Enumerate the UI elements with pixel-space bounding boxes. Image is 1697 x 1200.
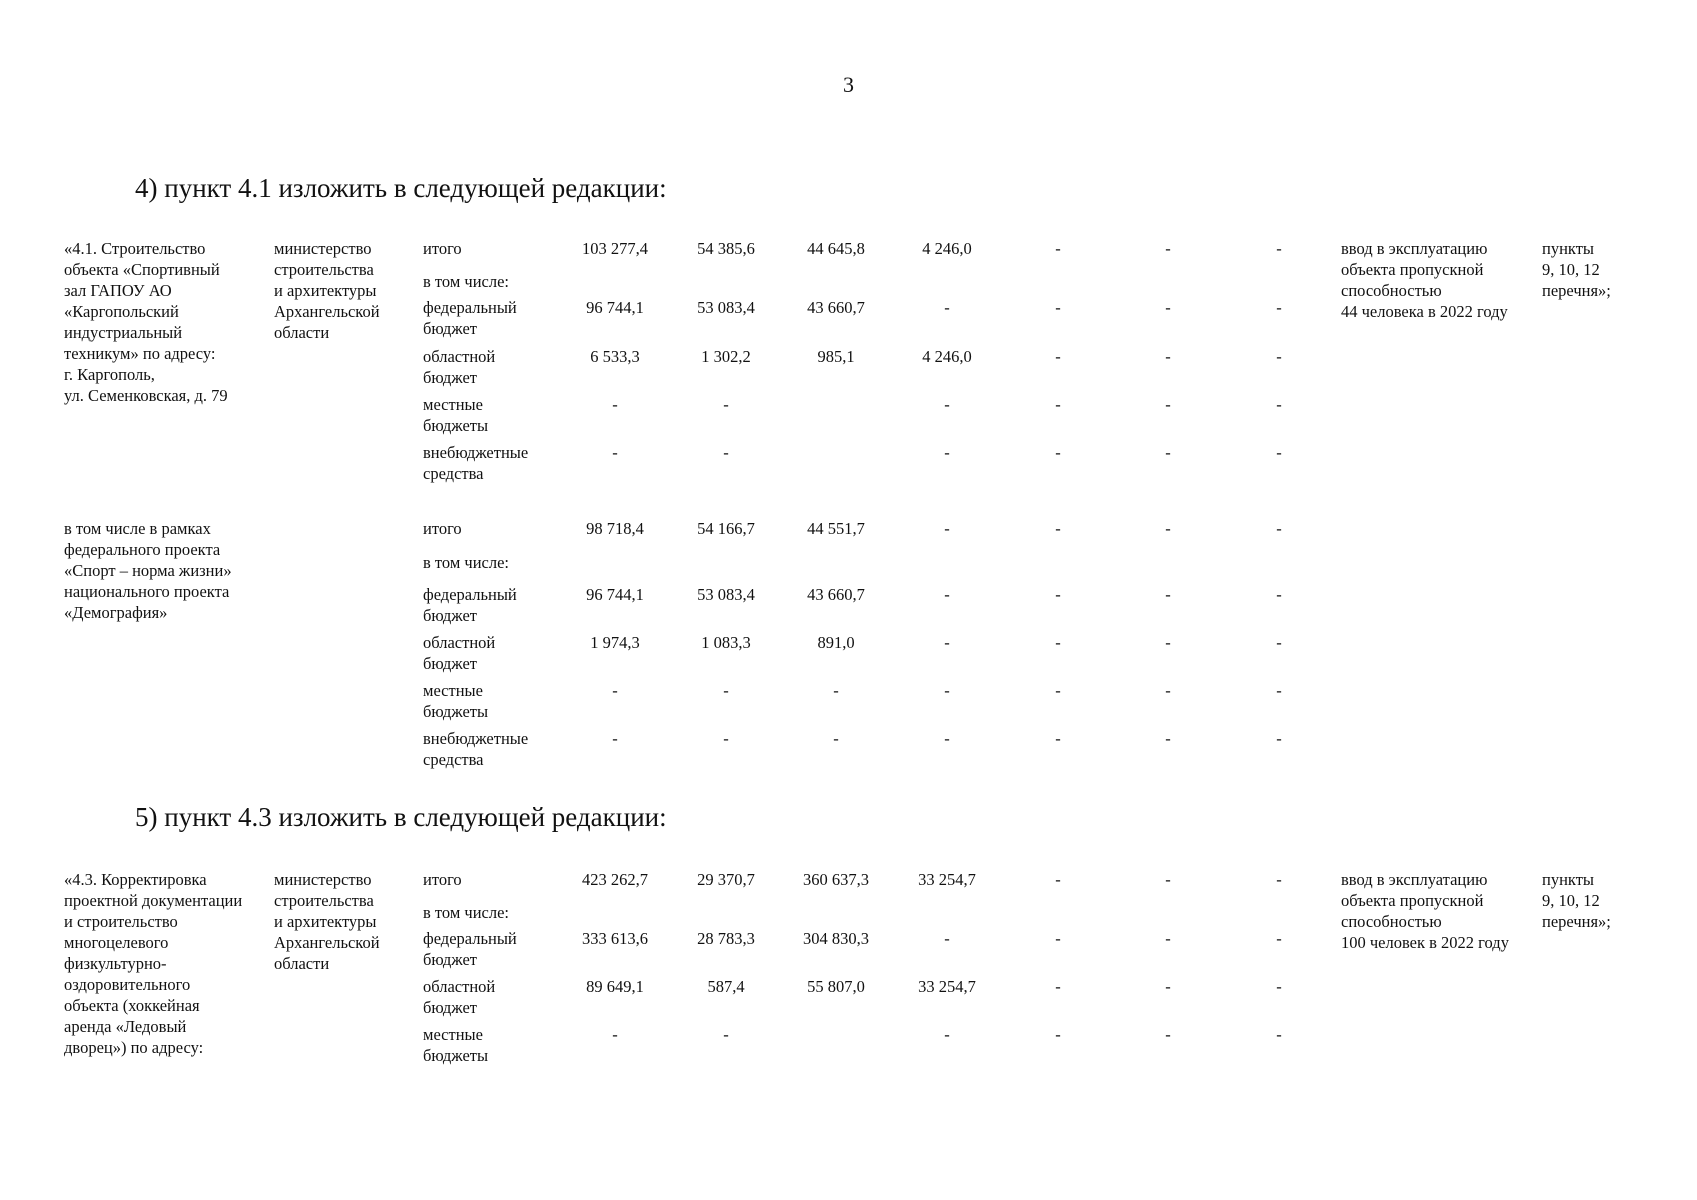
value-cell: - (1055, 929, 1061, 948)
value-cell: - (1165, 870, 1171, 889)
value-cell: - (1165, 977, 1171, 996)
value-cell: 89 649,1 (586, 977, 644, 996)
value-cell: - (833, 681, 839, 700)
row-label: местные бюджеты (423, 1025, 489, 1065)
row-label: итого (423, 239, 462, 258)
value-cell: - (612, 443, 618, 462)
value-cell: 54 385,6 (697, 239, 755, 258)
points-4-3: пункты 9, 10, 12 перечня»; (1542, 870, 1611, 931)
value-cell: 96 744,1 (586, 298, 644, 317)
value-cell: - (1165, 633, 1171, 652)
value-cell: - (944, 681, 950, 700)
row-label: в том числе: (423, 553, 510, 572)
value-cell: - (833, 729, 839, 748)
value-cell: - (1165, 929, 1171, 948)
section-heading-4-3: 5) пункт 4.3 изложить в следующей редакции: (135, 802, 667, 832)
value-cell: - (1055, 347, 1061, 366)
value-cell: - (1055, 681, 1061, 700)
value-cell: 43 660,7 (807, 585, 865, 604)
value-cell: - (1165, 729, 1171, 748)
value-cell: - (944, 298, 950, 317)
value-cell: - (944, 729, 950, 748)
executor-4-1: министерство строительства и архитектуры Архангельской области (274, 239, 380, 342)
value-cell: - (1055, 729, 1061, 748)
value-cell: 6 533,3 (590, 347, 640, 366)
value-cell: - (1055, 395, 1061, 414)
value-cell: - (1165, 681, 1171, 700)
value-cell: 33 254,7 (918, 870, 976, 889)
value-cell: - (723, 395, 729, 414)
value-cell: - (1055, 239, 1061, 258)
value-cell: - (1055, 870, 1061, 889)
value-cell: 53 083,4 (697, 298, 755, 317)
value-cell: - (723, 1025, 729, 1044)
value-cell: 43 660,7 (807, 298, 865, 317)
value-cell: 587,4 (707, 977, 745, 996)
value-cell: - (1276, 870, 1282, 889)
value-cell: - (1276, 633, 1282, 652)
value-cell: 98 718,4 (586, 519, 644, 538)
value-cell: - (1276, 395, 1282, 414)
value-cell: - (944, 395, 950, 414)
object-name-federal-project: в том числе в рамках федерального проекта «Спорт – норма жизни» национального проекта «Демография» (64, 519, 232, 622)
value-cell: - (1165, 347, 1171, 366)
value-cell: - (1276, 443, 1282, 462)
executor-4-3: министерство строительства и архитектуры Архангельской области (274, 870, 380, 973)
value-cell: - (723, 681, 729, 700)
row-label: итого (423, 870, 462, 889)
value-cell: - (1276, 729, 1282, 748)
value-cell: 4 246,0 (922, 347, 972, 366)
value-cell: - (944, 1025, 950, 1044)
value-cell: 333 613,6 (582, 929, 648, 948)
row-label: итого (423, 519, 462, 538)
row-label: федеральный бюджет (423, 585, 517, 625)
value-cell: - (612, 1025, 618, 1044)
value-cell: - (1276, 585, 1282, 604)
value-cell: 96 744,1 (586, 585, 644, 604)
row-label: областной бюджет (423, 347, 496, 387)
value-cell: - (1165, 443, 1171, 462)
value-cell: - (1276, 298, 1282, 317)
value-cell: - (1165, 239, 1171, 258)
value-cell: - (1276, 1025, 1282, 1044)
row-label: местные бюджеты (423, 395, 489, 435)
value-cell: 53 083,4 (697, 585, 755, 604)
value-cell: - (1055, 443, 1061, 462)
value-cell: 304 830,3 (803, 929, 869, 948)
value-cell: - (1165, 395, 1171, 414)
points-4-1: пункты 9, 10, 12 перечня»; (1542, 239, 1611, 300)
value-cell: 29 370,7 (697, 870, 755, 889)
value-cell: 54 166,7 (697, 519, 755, 538)
row-label: федеральный бюджет (423, 929, 517, 969)
row-label: федеральный бюджет (423, 298, 517, 338)
value-cell: - (1055, 585, 1061, 604)
value-cell: 1 083,3 (701, 633, 751, 652)
value-cell: 360 637,3 (803, 870, 869, 889)
value-cell: - (1055, 977, 1061, 996)
value-cell: - (1276, 239, 1282, 258)
value-cell: - (1165, 1025, 1171, 1044)
value-cell: - (723, 443, 729, 462)
value-cell: - (1276, 929, 1282, 948)
value-cell: - (1165, 585, 1171, 604)
value-cell: 985,1 (817, 347, 855, 366)
value-cell: - (944, 633, 950, 652)
row-label: местные бюджеты (423, 681, 489, 721)
value-cell: 44 551,7 (807, 519, 865, 538)
row-label: в том числе: (423, 903, 510, 922)
row-label: внебюджетные средства (423, 443, 529, 483)
value-cell: - (612, 395, 618, 414)
value-cell: 1 974,3 (590, 633, 640, 652)
value-cell: - (1055, 298, 1061, 317)
page-number: 3 (843, 72, 854, 97)
value-cell: - (1276, 977, 1282, 996)
row-label: в том числе: (423, 272, 510, 291)
value-cell: - (944, 585, 950, 604)
value-cell: 33 254,7 (918, 977, 976, 996)
value-cell: 1 302,2 (701, 347, 751, 366)
value-cell: 423 262,7 (582, 870, 648, 889)
value-cell: - (612, 729, 618, 748)
value-cell: - (612, 681, 618, 700)
value-cell: - (1055, 519, 1061, 538)
value-cell: 55 807,0 (807, 977, 865, 996)
result-4-1: ввод в эксплуатацию объекта пропускной способностью 44 человека в 2022 году (1341, 239, 1508, 321)
value-cell: 28 783,3 (697, 929, 755, 948)
value-cell: - (944, 929, 950, 948)
value-cell: - (944, 519, 950, 538)
row-label: внебюджетные средства (423, 729, 529, 769)
value-cell: - (1165, 519, 1171, 538)
value-cell: - (944, 443, 950, 462)
value-cell: 103 277,4 (582, 239, 648, 258)
value-cell: - (1276, 519, 1282, 538)
value-cell: - (1276, 347, 1282, 366)
value-cell: - (1276, 681, 1282, 700)
object-name-4-1: «4.1. Строительство объекта «Спортивный зал ГАПОУ АО «Каргопольский индустриальный техникум» по адресу: г. Каргополь, ул. Семенковская, д. 79 (64, 239, 228, 405)
object-name-4-3: «4.3. Корректировка проектной документации и строительство многоцелевого физкультурно- оздоровительного объекта (хоккейная аренда «Ледовый дворец») по адресу: (64, 870, 243, 1057)
value-cell: - (1055, 1025, 1061, 1044)
value-cell: - (1055, 633, 1061, 652)
section-heading-4-1: 4) пункт 4.1 изложить в следующей редакции: (135, 173, 667, 203)
value-cell: 44 645,8 (807, 239, 865, 258)
value-cell: 4 246,0 (922, 239, 972, 258)
result-4-3: ввод в эксплуатацию объекта пропускной способностью 100 человек в 2022 году (1341, 870, 1509, 952)
value-cell: - (1165, 298, 1171, 317)
row-label: областной бюджет (423, 633, 496, 673)
value-cell: 891,0 (817, 633, 855, 652)
row-label: областной бюджет (423, 977, 496, 1017)
value-cell: - (723, 729, 729, 748)
